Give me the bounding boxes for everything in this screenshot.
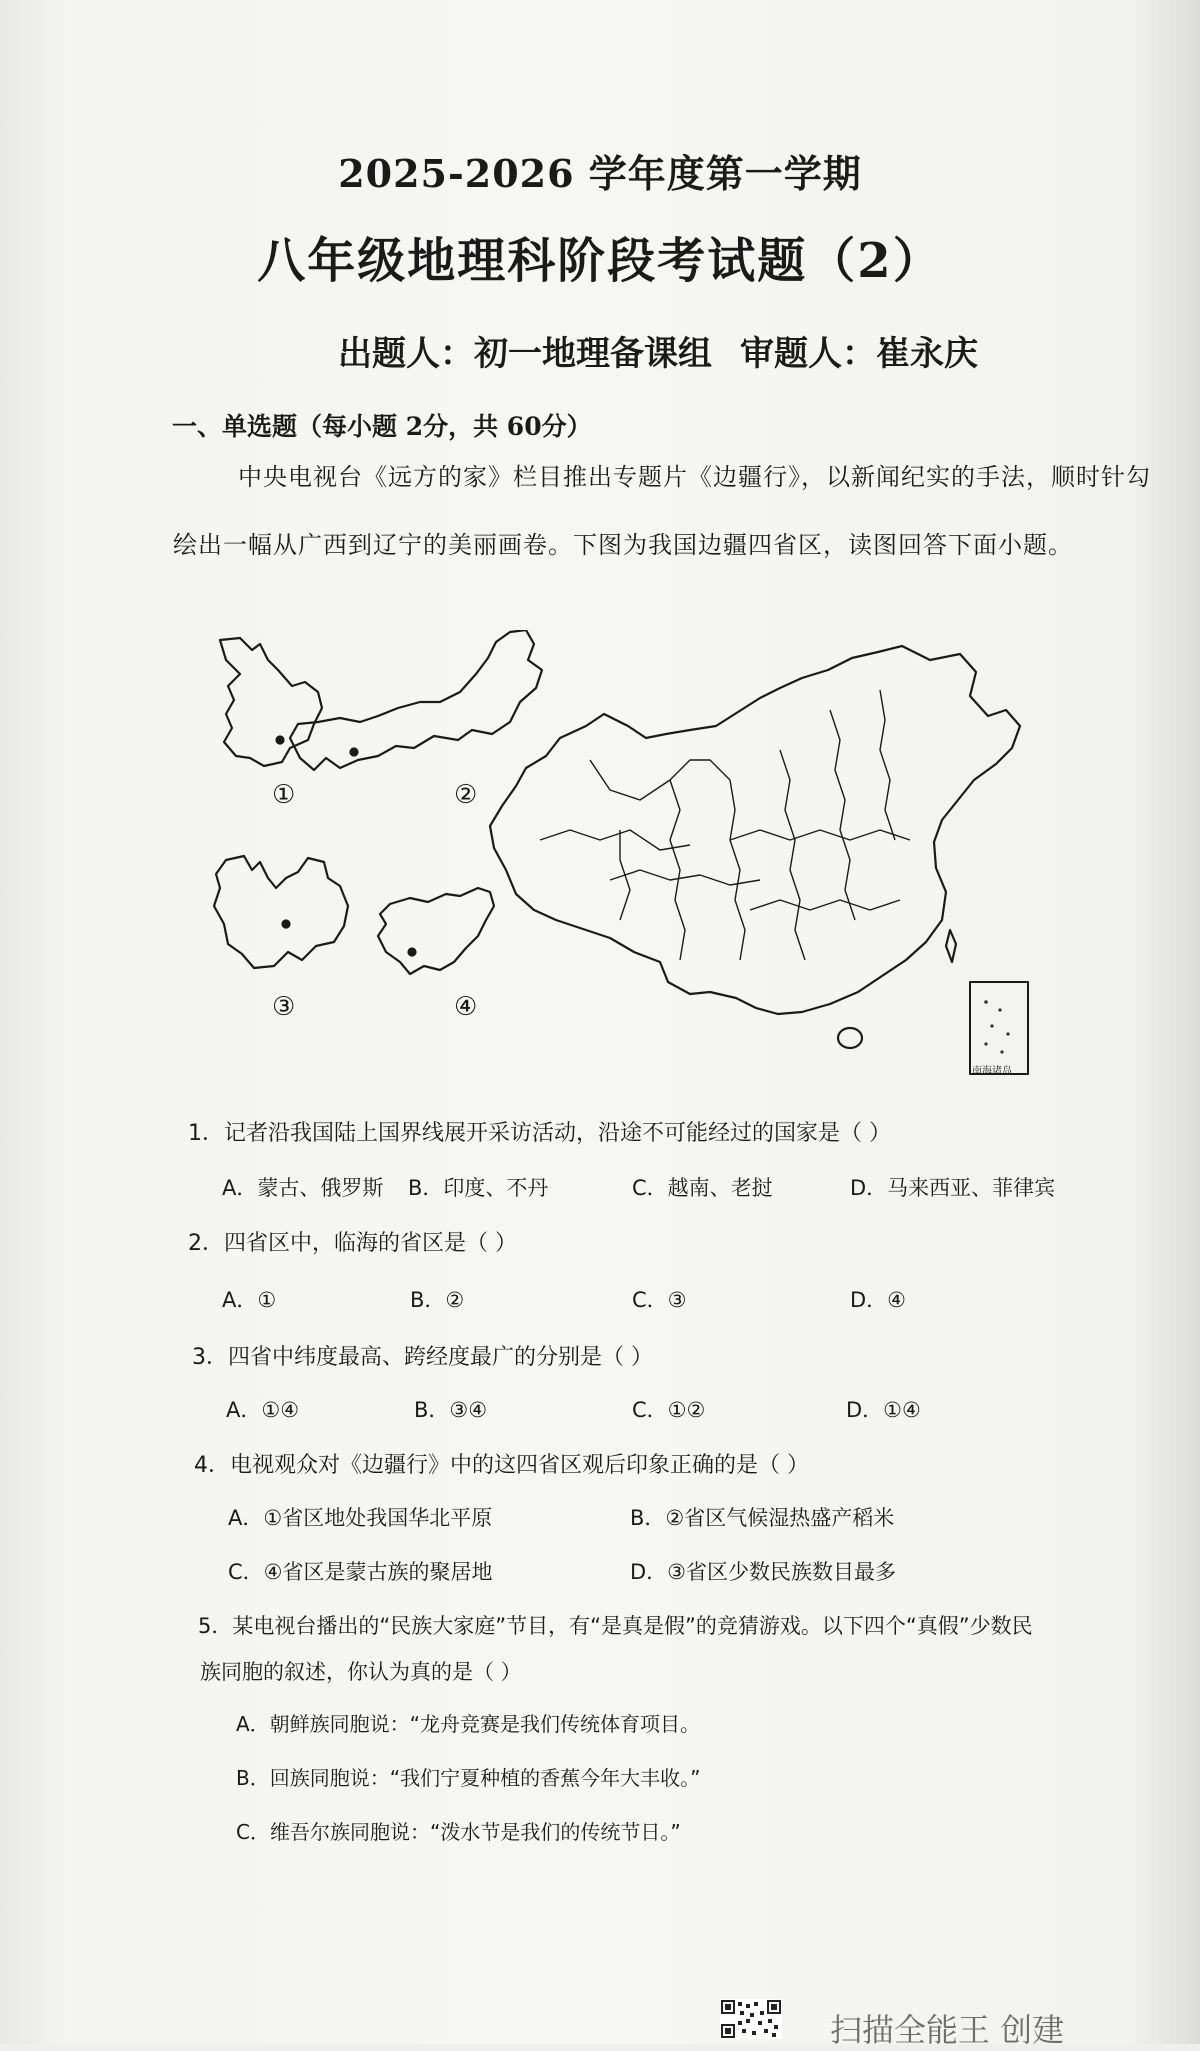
map-label-3: ③ [272, 992, 296, 1022]
setter-text: 出题人：初一地理备课组 [338, 334, 712, 374]
map-label-2: ② [454, 780, 478, 810]
q2-option-d: D．④ [850, 1288, 906, 1312]
school-year-heading: 2025-2026 学年度第一学期 [338, 151, 862, 196]
map-label-1: ① [272, 780, 296, 810]
intro-line-1: 中央电视台《远方的家》栏目推出专题片《边疆行》，以新闻纪实的手法，顺时针勾 [238, 463, 1151, 491]
q4-option-d: D．③省区少数民族数目最多 [630, 1560, 896, 1584]
scanner-brand-watermark: 扫描全能王 创建 [830, 2011, 1065, 2049]
q4-option-a: A．①省区地处我国华北平原 [228, 1506, 493, 1530]
q3-option-c: C．①② [632, 1398, 706, 1422]
province-1-outline [220, 638, 322, 766]
question-4-stem: 4．电视观众对《边疆行》中的这四省区观后印象正确的是（ ） [194, 1453, 809, 1478]
map-outlines [190, 630, 1070, 1080]
q3-option-a: A．①④ [226, 1398, 300, 1422]
q1-option-b: B．印度、不丹 [408, 1176, 549, 1200]
q5-option-b: B．回族同胞说：“我们宁夏种植的香蕉今年大丰收。” [236, 1766, 701, 1790]
section-title: 一、单选题（每小题 2分，共 60分） [172, 412, 592, 441]
q2-option-c: C．③ [632, 1288, 687, 1312]
exam-title: 八年级地理科阶段考试题（2） [257, 233, 943, 289]
q1-option-d: D．马来西亚、菲律宾 [850, 1176, 1056, 1200]
q1-option-c: C．越南、老挝 [632, 1176, 773, 1200]
authors-line [338, 326, 978, 375]
q2-option-b: B．② [410, 1288, 465, 1312]
q1-option-a: A．蒙古、俄罗斯 [222, 1176, 384, 1200]
province-2-outline [290, 630, 542, 770]
question-3-stem: 3．四省中纬度最高、跨经度最广的分别是（ ） [192, 1345, 653, 1370]
q3-option-b: B．③④ [414, 1398, 488, 1422]
question-5-stem-line-2: 族同胞的叙述，你认为真的是（ ） [200, 1660, 522, 1684]
province-maps-figure [190, 630, 1070, 1080]
q3-option-d: D．①④ [846, 1398, 921, 1422]
question-5-stem-line-1: 5．某电视台播出的“民族大家庭”节目，有“是真是假”的竞猜游戏。以下四个“真假”少数民 [198, 1614, 1033, 1638]
map-label-4: ④ [454, 992, 478, 1022]
question-2-stem: 2．四省区中，临海的省区是（ ） [188, 1231, 517, 1256]
q4-option-c: C．④省区是蒙古族的聚居地 [228, 1560, 493, 1584]
province-4-outline [378, 888, 494, 974]
q4-option-b: B．②省区气候湿热盛产稻米 [630, 1506, 895, 1530]
inset-label: 南海诸岛 [972, 1066, 1012, 1077]
intro-line-2: 绘出一幅从广西到辽宁的美丽画卷。下图为我国边疆四省区，读图回答下面小题。 [173, 531, 1073, 559]
reviewer-text: 审题人：崔永庆 [740, 334, 978, 374]
q5-option-a: A．朝鲜族同胞说：“龙舟竞赛是我们传统体育项目。 [236, 1712, 701, 1736]
q2-option-a: A．① [222, 1288, 277, 1312]
qr-code-icon [720, 1999, 782, 2039]
q5-option-c: C．维吾尔族同胞说：“泼水节是我们的传统节日。” [236, 1820, 681, 1844]
question-1-stem: 1．记者沿我国陆上国界线展开采访活动，沿途不可能经过的国家是（ ） [188, 1121, 891, 1146]
province-3-outline [214, 856, 348, 968]
